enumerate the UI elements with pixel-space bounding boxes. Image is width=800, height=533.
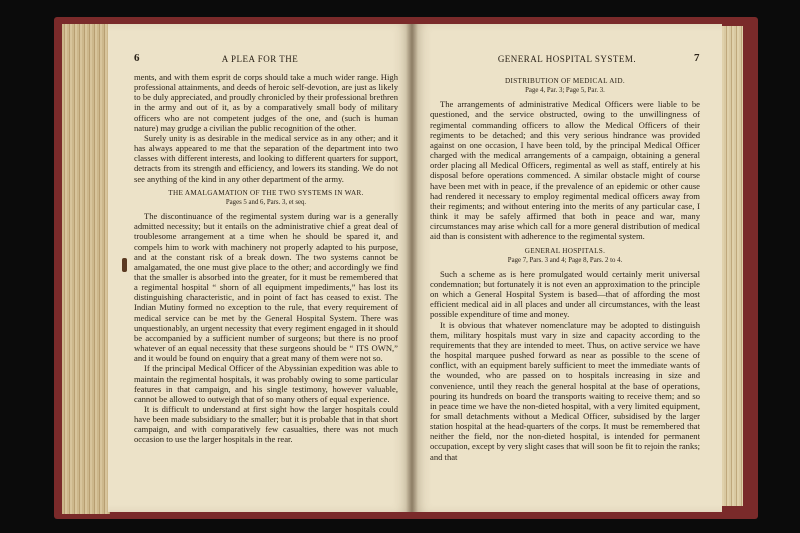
right-running-title: GENERAL HOSPITAL SYSTEM. [497, 54, 637, 64]
right-running-head [412, 54, 722, 68]
paragraph: It is difficult to understand at first sight how the larger hospitals could have been made subsidiary to the smaller; but it is probable that in that short campaign, and with comparatively few casualties, there was not much occasion to use the larger hospitals in the rear. [134, 404, 398, 445]
section-heading: DISTRIBUTION OF MEDICAL AID. [505, 77, 625, 85]
paragraph: Surely unity is as desirable in the medical service as in any other; and it has always appeared to me that the separation of the department into two classes with different interests, and looking to different quarters for support, detracts from its strength and efficiency, and lowers its standing. We do not see anything of the kind in any other department of the army. [134, 132, 398, 184]
paragraph: It is obvious that whatever nomenclature may be adopted to distinguish them, military hospitals must vary in size and capacity according to the requirements that they are intended to meet. Thus, on active service we have the hospital marquee pushed forward as near as possible to the scene of conflict, with an equipment barely sufficient to meet the immediate wants of the wounded, who are passed on to hospitals increasing in size and convenience, until they reach the general hospital at the base of operations, pouring its hundreds on board the transports waiting to receive them; and so in peace time we have the non-dieted hospital, with a very limited equipment, for small detachments without a Medical Officer, subsidised by the larger station hospital at the head-quarters of the corps. It must be remembered that neither the field, nor the non-dieted hospital, is intended for permanent occupation, except by very slight cases that will soon be fit to rejoin the ranks; and that [430, 319, 700, 462]
section-heading: GENERAL HOSPITALS. [524, 246, 606, 255]
paragraph: If the principal Medical Officer of the Abyssinian expedition was able to maintain the regimental hospitals, it was probably owing to some particular features in that campaign, and his single testimony, however valuable, cannot be allowed to outweigh that of so many others of equal experience. [134, 363, 398, 404]
left-running-title: A PLEA FOR THE [221, 54, 299, 64]
paragraph: The arrangements of administrative Medical Officers were liable to be questioned, and the service obstructed, owing to the unwillingness of regimental commanding officers to allow the Medical Officers of their regiments to be detached; and this very serious hindrance was provided against on one occasion, I have been told, by the principal Medical Officer charged with the medical arrangements of a campaign, obtaining a general order placing all Medical Officers, regimental as well as staff, entirely at his disposal before operations commenced. A similar obstacle might of course have been met with in peace, if the prevalence of an epidemic or other cause had rendered it necessary to employ regimental medical officers away from their regiments; and without entering into the merits of any particular case, I think it may be safely affirmed that both in peace and war, many circumstances may arise which call for a more general distribution of medical aid than is consistent with adherence to the regimental system. [430, 99, 700, 242]
left-page-text [134, 72, 398, 445]
section-reference: Page 4, Par. 3; Page 5, Par. 3. [525, 87, 605, 95]
bookmark-marker [122, 258, 127, 272]
paragraph: The discontinuance of the regimental system during war is a generally admitted necessity; but it entails on the administrative chief a great deal of troublesome arrangement at a time when he should be spared it, and compels him to work with machinery not properly adapted to his purpose, and at the constant risk of a break down. The two systems cannot be amalgamated, the one must give place to the other; and accordingly we find that the smaller is absorbed into the greater, for it must be remembered that a regimental hospital “ shorn of all equipment impediments,” has lost its distinguishing characteristic, and in point of fact has ceased to exist. The Indian Mutiny formed no exception to the rule, that every requirement of medical service can be met by the General Hospital System. There was unquestionably, an urgent necessity that every regiment engaged in it should be accompanied by a sufficient number of surgeons; but there is no proof whatever of an equal necessity that these surgeons should be “ ITS OWN,” and it would be found on enquiry that a great many of them were not so. [134, 211, 398, 364]
section-reference: Pages 5 and 6, Pars. 3, et seq. [225, 198, 307, 206]
section-heading: THE AMALGAMATION OF THE TWO SYSTEMS IN WAR. [168, 188, 364, 197]
right-page-text [430, 72, 700, 462]
right-page-number: 7 [694, 52, 700, 64]
right-page [412, 24, 722, 512]
book-gutter [406, 24, 418, 512]
left-page-number: 6 [134, 52, 140, 64]
page-edges-right [719, 26, 743, 506]
left-running-head [108, 54, 412, 68]
paragraph: ments, and with them esprit de corps should take a much wider range. High professional attainments, and deeds of heroic self-devotion, are just as likely to be duly appreciated, and proudly chronicled by their professional brethren in the army and out of it, as by a comparatively small body of military officers who are not competent judges of the one, and (such is human nature) may grudge a civilian the public recognition of the other. [134, 72, 398, 133]
section-reference: Page 7, Pars. 3 and 4; Page 8, Pars. 2 to 4. [507, 256, 623, 264]
left-page [108, 24, 412, 512]
page-edges-left [62, 24, 110, 514]
paragraph: Such a scheme as is here promulgated would certainly merit universal condemnation; but fortunately it is not even an approximation to the principle on which a General Hospital System is based—that of affording the most efficient medical aid in all places and under all circumstances, with the least possible expenditure of time and money. [430, 268, 700, 320]
